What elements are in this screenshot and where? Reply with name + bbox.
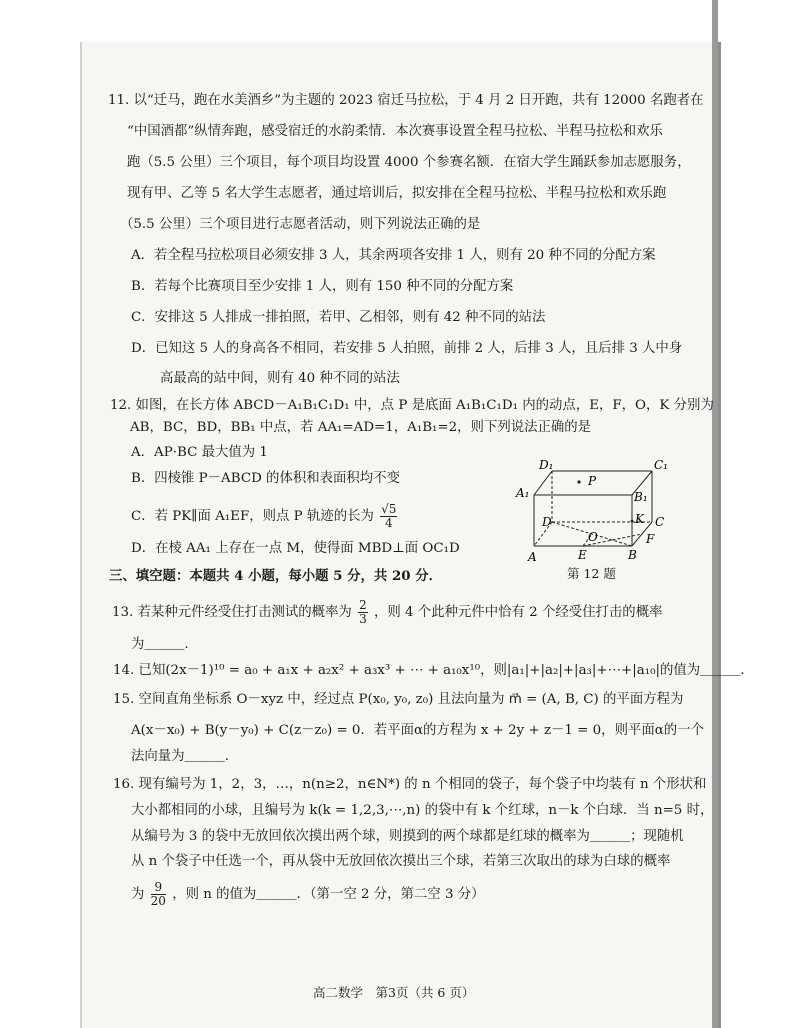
figure-caption: 第 12 题 xyxy=(567,566,616,581)
q11-line-5: （5.5 公里）三个项目进行志愿者活动，则下列说法正确的是 xyxy=(120,217,481,232)
q16-line-1: 16. 现有编号为 1，2，3，…，n(n≥2，n∈N*) 的 n 个相同的袋子，每个袋子中均装有 n 个形状和 xyxy=(113,777,707,792)
fraction-9-20: $\frac{9}{20}$ xyxy=(150,880,166,908)
q16-line-3: 从编号为 3 的袋中无放回依次摸出两个球，则摸到的两个球都是红球的概率为＿＿＿；现随机 xyxy=(131,829,684,844)
q11-line-3: 跑（5.5 公里）三个项目，每个项目均设置 4000 个参赛名额．在宿大学生踊跃参加志愿服务， xyxy=(127,155,691,170)
q11-option-d: D．已知这 5 人的身高各不相同，若安排 5 人拍照，前排 2 人，后排 3 人，且后排 3 人中身 xyxy=(131,341,683,356)
q11-option-b: B．若每个比赛项目至少安排 1 人，则有 150 种不同的分配方案 xyxy=(131,279,514,294)
q12-line-2: AB，BC，BD，BB₁ 中点，若 AA₁=AD=1，A₁B₁=2，则下列说法正确的是 xyxy=(130,420,592,435)
q11-option-c: C．安排这 5 人排成一排拍照，若甲、乙相邻，则有 42 种不同的站法 xyxy=(131,310,546,325)
label-b1: B₁ xyxy=(634,490,648,504)
label-a: A xyxy=(528,550,537,564)
fraction-2-3: $\frac{2}{3}$ xyxy=(359,598,367,626)
q13-line-2: 为＿＿＿． xyxy=(131,637,198,652)
q11-line-4: 现有甲、乙等 5 名大学生志愿者，通过培训后，拟安排在全程马拉松、半程马拉松和欢乐跑 xyxy=(127,186,667,201)
label-a1: A₁ xyxy=(516,486,530,500)
section-3-heading: 三、填空题：本题共 4 小题，每小题 5 分，共 20 分． xyxy=(109,568,443,584)
q14-line-1: 14. 已知(2x－1)¹⁰ = a₀ + a₁x + a₂x² + a₃x³ + ⋯ + a₁₀x¹⁰，则|a₁|+|a₂|+|a₃|+⋯+|a₁₀|的值为＿＿＿． xyxy=(113,663,754,678)
q15-line-2: A(x－x₀) + B(y－y₀) + C(z－z₀) = 0．若平面α的方程为 x + 2y + z－1 = 0，则平面α的一个 xyxy=(131,723,704,738)
q11-option-a: A．若全程马拉松项目必须安排 3 人，其余两项各安排 1 人，则有 20 种不同的分配方案 xyxy=(131,248,656,263)
q11-line-1: 11. 以“迁马，跑在水美酒乡”为主题的 2023 宿迁马拉松，于 4 月 2 日开跑，共有 12000 名跑者在 xyxy=(108,93,704,108)
q16-line-2: 大小都相同的小球，且编号为 k(k = 1,2,3,⋯,n) 的袋中有 k 个红球，n－k 个白球．当 n=5 时， xyxy=(131,803,714,818)
q11-option-d-cont: 高最高的站中间，则有 40 种不同的站法 xyxy=(160,371,400,386)
label-c1: C₁ xyxy=(654,458,668,472)
label-c: C xyxy=(655,515,665,529)
label-b: B xyxy=(628,548,637,562)
label-e: E xyxy=(578,548,587,562)
label-o: O xyxy=(588,530,598,544)
label-d: D xyxy=(542,515,552,529)
label-p: P xyxy=(588,474,597,488)
cuboid-figure xyxy=(506,455,676,565)
page-edge-shadow xyxy=(712,0,718,1028)
q11-line-2: “中国酒都”纵情奔跑，感受宿迁的水韵柔情．本次赛事设置全程马拉松、半程马拉松和欢乐 xyxy=(127,124,663,139)
label-f: F xyxy=(646,532,655,546)
q15-line-1: 15. 空间直角坐标系 O－xyz 中，经过点 P(x₀, y₀, z₀) 且法向量为 m⃗ = (A, B, C) 的平面方程为 xyxy=(113,692,684,707)
q15-line-3: 法向量为＿＿＿． xyxy=(131,749,239,764)
q16-line-4: 从 n 个袋子中任选一个，再从袋中无放回依次摸出三个球，若第三次取出的球为白球的概率 xyxy=(131,854,671,869)
q12-line-1: 12. 如图，在长方体 ABCD－A₁B₁C₁D₁ 中，点 P 是底面 A₁B₁C₁D₁ 内的动点，E，F，O，K 分别为 xyxy=(110,398,714,413)
sqrt5-over-4: $\frac{√5}{4}$ xyxy=(381,502,397,530)
label-d1: D₁ xyxy=(539,458,554,472)
q16-line-5: 为 $\frac{9}{20}$ ，则 n 的值为＿＿＿．（第一空 2 分，第二空 3 分） xyxy=(131,880,485,908)
q12-option-d: D．在棱 AA₁ 上存在一点 M，使得面 MBD⊥面 OC₁D xyxy=(131,541,460,556)
q13-line-1: 13. 若某种元件经受住打击测试的概率为 $\frac{2}{3}$ ，则 4 个此种元件中恰有 2 个经受住打击的概率 xyxy=(112,598,663,626)
q12-option-c: C．若 PK∥面 A₁EF，则点 P 轨迹的长为 $\frac{√5}{4}$ xyxy=(131,502,397,530)
page-footer: 高二数学 第3页（共 6 页） xyxy=(313,985,475,1000)
label-k: K xyxy=(635,512,644,526)
q12-option-a: A．AP·BC 最大值为 1 xyxy=(131,445,268,460)
q12-option-b: B．四棱锥 P－ABCD 的体积和表面积均不变 xyxy=(131,471,400,486)
